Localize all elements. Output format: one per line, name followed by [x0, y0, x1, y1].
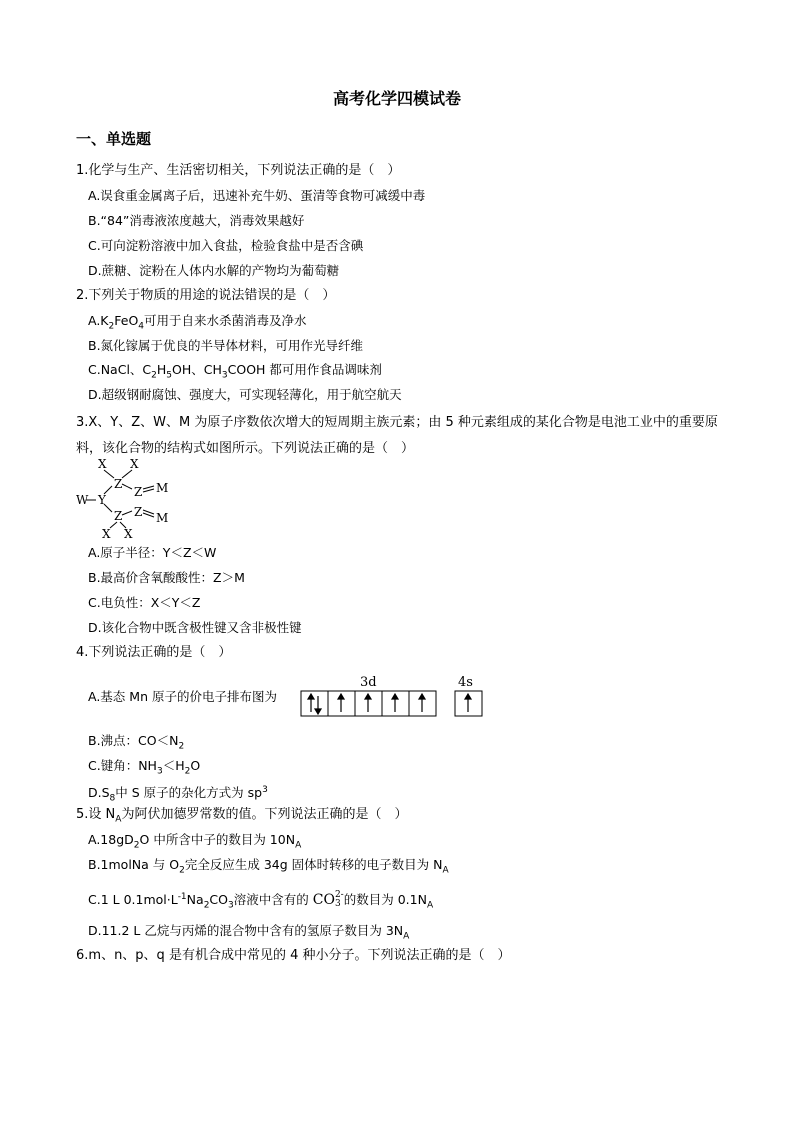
question-6-stem: 6.m、n、p、q 是有机合成中常见的 4 种小分子。下列说法正确的是（ ）: [76, 948, 511, 963]
question-1-stem: 1.化学与生产、生活密切相关，下列说法正确的是（ ）: [76, 163, 401, 178]
struct-label-w: W: [76, 493, 89, 507]
q4-option-a: A.基态 Mn 原子的价电子排布图为: [88, 689, 277, 704]
q5-option-a: $A.18gD_2O$ 中所含中子的数目为 $10N_A$: [88, 832, 302, 851]
question-4-stem: 4.下列说法正确的是（ ）: [76, 645, 232, 660]
q3-option-c: C.电负性：X＜Y＜Z: [88, 595, 201, 610]
structural-formula-diagram: [74, 456, 184, 540]
section-heading: 一、单选题: [76, 130, 152, 148]
question-2-stem: 2.下列关于物质的用途的说法错误的是（ ）: [76, 288, 336, 303]
q4-option-c: C.键角：$NH_3<H_2O$: [88, 758, 201, 777]
q2-option-a: $A.K_2FeO_4$可用于自来水杀菌消毒及净水: [88, 313, 307, 332]
q5-option-d: D.11.2 L 乙烷与丙烯的混合物中含有的氢原子数目为 $3N_A$: [88, 923, 410, 942]
struct-label-z2: Z: [134, 485, 143, 499]
q2-option-d: D.超级钢耐腐蚀、强度大，可实现轻薄化，用于航空航天: [88, 387, 402, 402]
struct-label-x2: X: [130, 457, 139, 471]
struct-label-z3: Z: [114, 509, 123, 523]
orbital-label-3d: 3d: [360, 675, 377, 690]
q2-option-c: C.NaCl、$C_2H_5OH$、$CH_3COOH$ 都可用作食品调味剂: [88, 362, 382, 381]
q1-option-d: D.蔗糖、淀粉在人体内水解的产物均为葡萄糖: [88, 263, 340, 278]
q4-option-b: B.沸点：$CO<N_2$: [88, 733, 185, 752]
orbital-diagram: [300, 674, 490, 720]
struct-label-z1: Z: [114, 477, 123, 491]
struct-label-x3: X: [102, 527, 111, 540]
q3-option-b: B.最高价含氧酸酸性：Z＞M: [88, 570, 245, 585]
q2-option-b: B.氮化镓属于优良的半导体材料，可用作光导纤维: [88, 338, 364, 353]
q4-option-d: $D.S_8$中 S 原子的杂化方式为 $sp^3$: [88, 785, 268, 804]
q1-option-b: B.“84”消毒液浓度越大，消毒效果越好: [88, 213, 305, 228]
struct-label-z4: Z: [134, 505, 143, 519]
q3-option-d: D.该化合物中既含极性键又含非极性键: [88, 620, 302, 635]
q5-option-c: C.1 L $0.1mol\cdot L^{-1}Na_2CO_3$溶液中含有的 CO 2- 3 的数目为 $0.1N_A$: [88, 890, 434, 911]
struct-label-m2: M: [156, 511, 169, 525]
struct-label-x1: X: [98, 457, 107, 471]
q1-option-a: A.误食重金属离子后，迅速补充牛奶、蛋清等食物可减缓中毒: [88, 188, 426, 203]
question-5-stem: 5.设 $N_A$为阿伏加德罗常数的值。下列说法正确的是（ ）: [76, 807, 408, 825]
carbonate-ion: CO 2- 3: [312, 890, 344, 910]
orbital-label-4s: 4s: [458, 675, 473, 690]
q1-option-c: C.可向淀粉溶液中加入食盐，检验食盐中是否含碘: [88, 238, 364, 253]
question-3-stem: 3.X、Y、Z、W、M 为原子序数依次增大的短周期主族元素；由 5 种元素组成的某化合物是电池工业中的重要原料，该化合物的结构式如图所示。下列说法正确的是（ ）: [76, 415, 718, 456]
struct-label-m1: M: [156, 481, 169, 495]
struct-label-y: Y: [98, 493, 106, 507]
q5-option-b: B.1molNa 与 $O_2$完全反应生成 34g 固体时转移的电子数目为 $N_A$: [88, 857, 449, 876]
q3-option-a: A.原子半径：Y＜Z＜W: [88, 545, 217, 560]
exam-title: 高考化学四模试卷: [332, 89, 461, 108]
struct-label-x4: X: [124, 527, 133, 540]
